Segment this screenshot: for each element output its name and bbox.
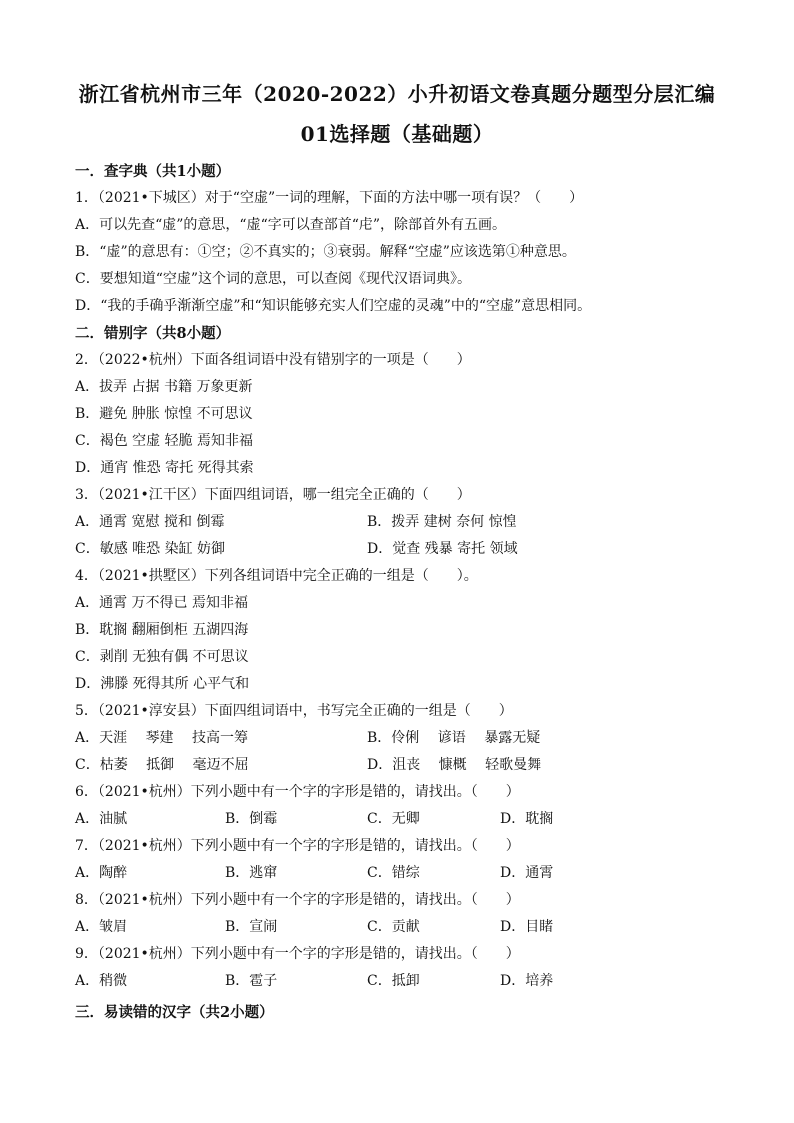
option-b: B．逃窜 (225, 865, 278, 881)
option-a: A．皱眉 (75, 919, 128, 935)
question-stem: 3．（2021•江干区）下面四组词语，哪一组完全正确的（ ） (75, 487, 471, 503)
question-stem: 5．（2021•淳安县）下面四组词语中，书写完全正确的一组是（ ） (75, 703, 513, 719)
option-d: D．“我的手确乎渐渐空虚”和“知识能够充实人们空虚的灵魂”中的“空虚”意思相同。 (75, 298, 592, 314)
question-stem: 8．（2021•杭州）下列小题中有一个字的字形是错的，请找出。（ ） (75, 892, 520, 908)
option-b: B．拨弄 建树 奈何 惊惶 (367, 514, 517, 530)
option-c: C．无卿 (367, 811, 420, 827)
option-d: D．通霄 (500, 865, 554, 881)
option-a: A．天涯 琴建 技高一筹 (75, 730, 249, 746)
option-d: D．觉查 残暴 寄托 领域 (367, 541, 518, 557)
option-d: D．沸滕 死得其所 心平气和 (75, 676, 250, 692)
option-a: A．通霄 宽慰 搅和 倒霉 (75, 514, 225, 530)
option-a: A．可以先查“虚”的意思，“虚“字可以查部首“虍”，除部首外有五画。 (75, 217, 507, 233)
option-c: C．敏感 唯恐 染缸 妨御 (75, 541, 226, 557)
option-d: D．沮丧 慷概 轻歌曼舞 (367, 757, 542, 773)
option-d: D．培养 (500, 973, 554, 989)
question-stem: 1．（2021•下城区）对于“空虚”一词的理解，下面的方法中哪一项有误？（ ） (75, 190, 584, 206)
section-heading: 三．易读错的汉字（共2小题） (75, 1004, 274, 1021)
option-b: B．倒霉 (225, 811, 278, 827)
option-b: B．避免 肿胀 惊惶 不可思议 (75, 406, 253, 422)
question-stem: 6．（2021•杭州）下列小题中有一个字的字形是错的，请找出。（ ） (75, 784, 520, 800)
option-c: C．枯萎 抵御 毫迈不屈 (75, 757, 249, 773)
option-d: D．目睹 (500, 919, 554, 935)
section-heading: 二．错别字（共8小题） (75, 325, 231, 342)
document-title: 浙江省杭州市三年（2020-2022）小升初语文卷真题分题型分层汇编 (78, 82, 716, 106)
option-a: A．陶醉 (75, 865, 128, 881)
question-stem: 7．（2021•杭州）下列小题中有一个字的字形是错的，请找出。（ ） (75, 838, 520, 854)
option-d: D．通宵 惟恐 寄托 死得其索 (75, 460, 254, 476)
option-c: C．错综 (367, 865, 420, 881)
section-heading: 一．查字典（共1小题） (75, 163, 231, 180)
option-d: D．耽搁 (500, 811, 554, 827)
option-c: C．剥削 无独有偶 不可思议 (75, 649, 249, 665)
option-c: C．贡献 (367, 919, 420, 935)
option-a: A．通霄 万不得已 焉知非福 (75, 595, 249, 611)
question-stem: 2．（2022•杭州）下面各组词语中没有错别字的一项是（ ） (75, 352, 471, 368)
option-b: B．宣闹 (225, 919, 278, 935)
option-a: A．油腻 (75, 811, 128, 827)
option-b: B．雹子 (225, 973, 278, 989)
option-a: A．拔弄 占据 书籍 万象更新 (75, 379, 253, 395)
question-stem: 4．（2021•拱墅区）下列各组词语中完全正确的一组是（ ）。 (75, 568, 478, 584)
option-b: B．耽搁 翻厢倒柜 五湖四海 (75, 622, 249, 638)
option-c: C．要想知道“空虚”这个词的意思，可以查阅《现代汉语词典》。 (75, 271, 472, 287)
option-b: B．伶俐 谚语 暴露无疑 (367, 730, 541, 746)
option-c: C．褐色 空虚 轻脆 焉知非福 (75, 433, 254, 449)
option-c: C．抵卸 (367, 973, 420, 989)
option-b: B．“虚”的意思有：①空；②不真实的；③衰弱。解释“空虚”应该选第①种意思。 (75, 244, 576, 260)
question-stem: 9．（2021•杭州）下列小题中有一个字的字形是错的，请找出。（ ） (75, 946, 520, 962)
document-subtitle: 01选择题（基础题） (300, 122, 494, 146)
option-a: A．稍微 (75, 973, 128, 989)
